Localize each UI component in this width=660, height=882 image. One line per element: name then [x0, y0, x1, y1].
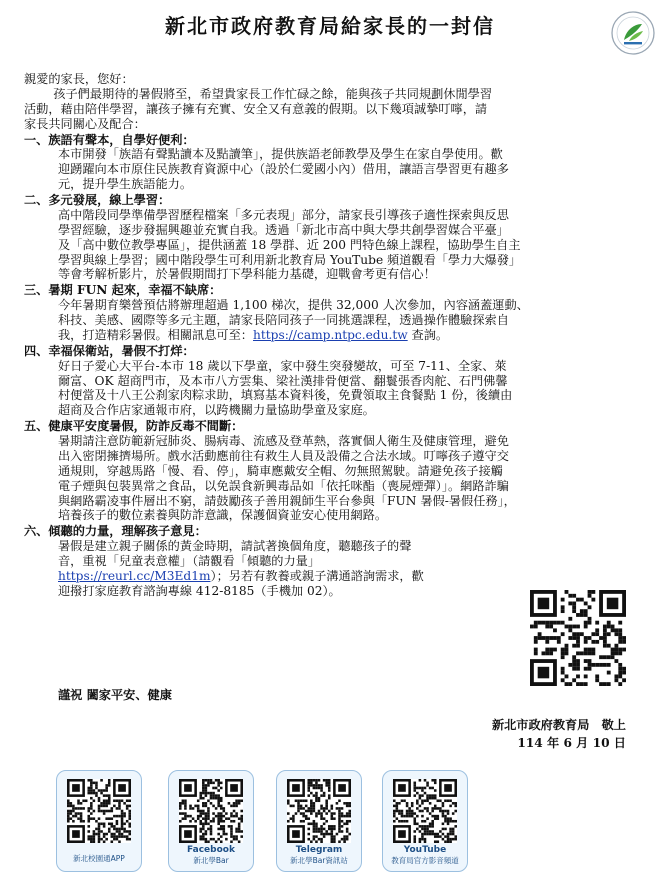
section-line: 學習經驗，逐步發掘興趣並充實自我。透過「新北市高中與大學共創學習媒合平臺」: [58, 222, 509, 237]
closing-greeting: 謹祝 闔家平安、健康: [58, 688, 172, 702]
qr-card-facebook[interactable]: [168, 770, 254, 872]
section-line: 與網路霸凌事件層出不窮，請鼓勵孩子善用親師生平台參與「FUN 暑假-暑假任務」，: [58, 493, 516, 508]
youtube-title: YouTube: [403, 845, 447, 855]
camp-website-link[interactable]: https://camp.ntpc.edu.tw: [253, 327, 408, 342]
section-line: 今年暑期育樂營預估將辦理超過 1,100 梯次，提供 32,000 人次參加，內容涵蓋運動、: [58, 298, 529, 313]
section-heading: 五、健康平安度暑假，防詐反毒不間斷：: [24, 419, 244, 434]
qr-card-label: 新北學Bar: [193, 856, 229, 865]
letter-body: [24, 72, 640, 599]
intro-line: 家長共同關心及配合：: [24, 116, 146, 131]
signature-org: 新北市政府教育局 敬上: [491, 718, 626, 732]
intro-line: 活動，藉由陪伴學習，讓孩子擁有充實、安全又有意義的假期。以下幾項誠摯叮嚀，請: [24, 101, 488, 116]
section-line: 音，重視「兒童表意權」（請觀看「傾聽的力量」: [58, 554, 321, 568]
qr-card-youtube[interactable]: [382, 770, 468, 872]
section-line: 高中階段同學準備學習歷程檔案「多元表現」部分，請家長引導孩子適性探索與反思: [58, 207, 509, 222]
greeting: 親愛的家長，您好：: [24, 72, 134, 86]
section-line: 出入密閉擁擠場所。戲水活動應前往有救生人員及設備之合法水域。叮嚀孩子遵守交: [58, 448, 509, 463]
section-line: 本市開發「族語有聲點讀本及點讀筆」，提供族語老師教學及學生在家自學使用。歡: [58, 147, 503, 162]
facebook-title: Facebook: [187, 845, 235, 855]
section-line: 等會考解析影片，於暑假期間打下學科能力基礎，迎戰會考更有信心！: [58, 267, 436, 282]
section-line: 元，提升學生族語能力。: [58, 177, 193, 192]
section-line: 迎踴躍向本市原住民族教育資源中心（設於仁愛國小內）借用，讓語言學習更有趣多: [58, 162, 509, 177]
section-heading: 三、暑期 FUN 起來，幸福不缺席：: [24, 283, 222, 298]
section-body: [58, 208, 640, 282]
section-line: [58, 569, 488, 584]
qr-card-label: 教育局官方影音頻道: [391, 856, 459, 865]
qr-code: [179, 779, 243, 843]
signature-date: 114 年 6 月 10 日: [517, 736, 626, 751]
section-line: 暑期請注意防範新冠肺炎、腸病毒、流感及登革熱，落實個人衛生及健康管理，避免: [58, 434, 509, 448]
section-line: 科技、美感、國際等多元主題，請家長陪同孩子一同挑選課程，透過操作體驗探索自: [58, 313, 509, 327]
section-body: [58, 434, 640, 523]
section-line: 超商及合作店家通報市府，以跨機關力量協助學童及家庭。: [58, 403, 375, 418]
qr-card-telegram[interactable]: [276, 770, 362, 872]
section-heading: 一、族語有聲本，自學好便利：: [24, 132, 195, 147]
qr-card-app[interactable]: [56, 770, 142, 872]
section-line: [58, 328, 640, 343]
section-line-text: ）；另若有教養或親子溝通諮詢需求，歡: [210, 568, 424, 583]
section-line: 學習與線上學習；國中階段學生可利用新北教育局 YouTube 頻道觀看「學力大爆發」: [58, 252, 522, 267]
section-line: 暑假是建立親子關係的黃金時期，請試著換個角度，聽聽孩子的聲: [58, 539, 412, 554]
qr-code: [287, 779, 351, 843]
signature-block: [492, 716, 626, 753]
section-heading: 四、幸福保衛站，暑假不打烊：: [24, 343, 195, 358]
section-line-text: 我，打造精彩暑假。相關訊息可至：: [58, 327, 253, 342]
section-line: 好日子愛心大平台-本市 18 歲以下學童，家中發生突發變故，可至 7-11、全家、萊: [58, 358, 507, 373]
section-line: 迎撥打家庭教育諮詢專線 412-8185（手機加 02）。: [58, 583, 341, 598]
section-heading: 六、傾聽的力量，理解孩子意見：: [24, 524, 207, 539]
intro-line: 孩子們最期待的暑假將至，希望貴家長工作忙碌之餘，能與孩子共同規劃休閒學習: [53, 86, 493, 101]
section-body: [58, 539, 488, 599]
telegram-title: Telegram: [295, 845, 343, 855]
section-body: [58, 147, 640, 192]
qr-code[interactable]: [530, 590, 626, 686]
section-line: 及「高中數位教學專區」，提供涵蓋 18 學群、近 200 門特色線上課程，協助學生自主: [58, 237, 521, 252]
section-heading: 二、多元發展，線上學習：: [24, 193, 171, 207]
education-bureau-logo: [610, 10, 656, 56]
section-body: [58, 359, 640, 419]
qr-card-label: 新北校園通APP: [73, 854, 125, 863]
section-line: 電子煙與包裝異常之食品，以免誤食新興毒品如「依托咪酯（喪屍煙彈）」。網路詐騙: [58, 478, 509, 493]
section-line: 村便當及十八王公刹家肉粽求助，填寫基本資料後，免費領取主食餐點 1 份，後續由: [58, 388, 513, 403]
listening-power-video-link[interactable]: https://reurl.cc/M3Ed1m: [58, 568, 211, 583]
section-line: 通規則，穿越馬路「慢、看、停」，騎車應戴安全帽、勿無照駕駛。請避免孩子接觸: [58, 463, 503, 478]
qr-card-label: 新北學Bar資訊站: [290, 856, 348, 865]
section-body: [58, 298, 640, 343]
qr-code: [67, 779, 131, 843]
section-line: 培養孩子的數位素養與防詐意識，保護個資並安心使用網路。: [58, 508, 388, 523]
section-line-text: 查詢。: [407, 327, 449, 342]
page-title: 新北市政府教育局給家長的一封信: [165, 14, 495, 38]
qr-code: [393, 779, 457, 843]
section-line: 爾富、OK 超商門市，及本市八方雲集、梁社漢排骨便當、翻鬟張香肉舵、石門佛馨: [58, 373, 508, 388]
